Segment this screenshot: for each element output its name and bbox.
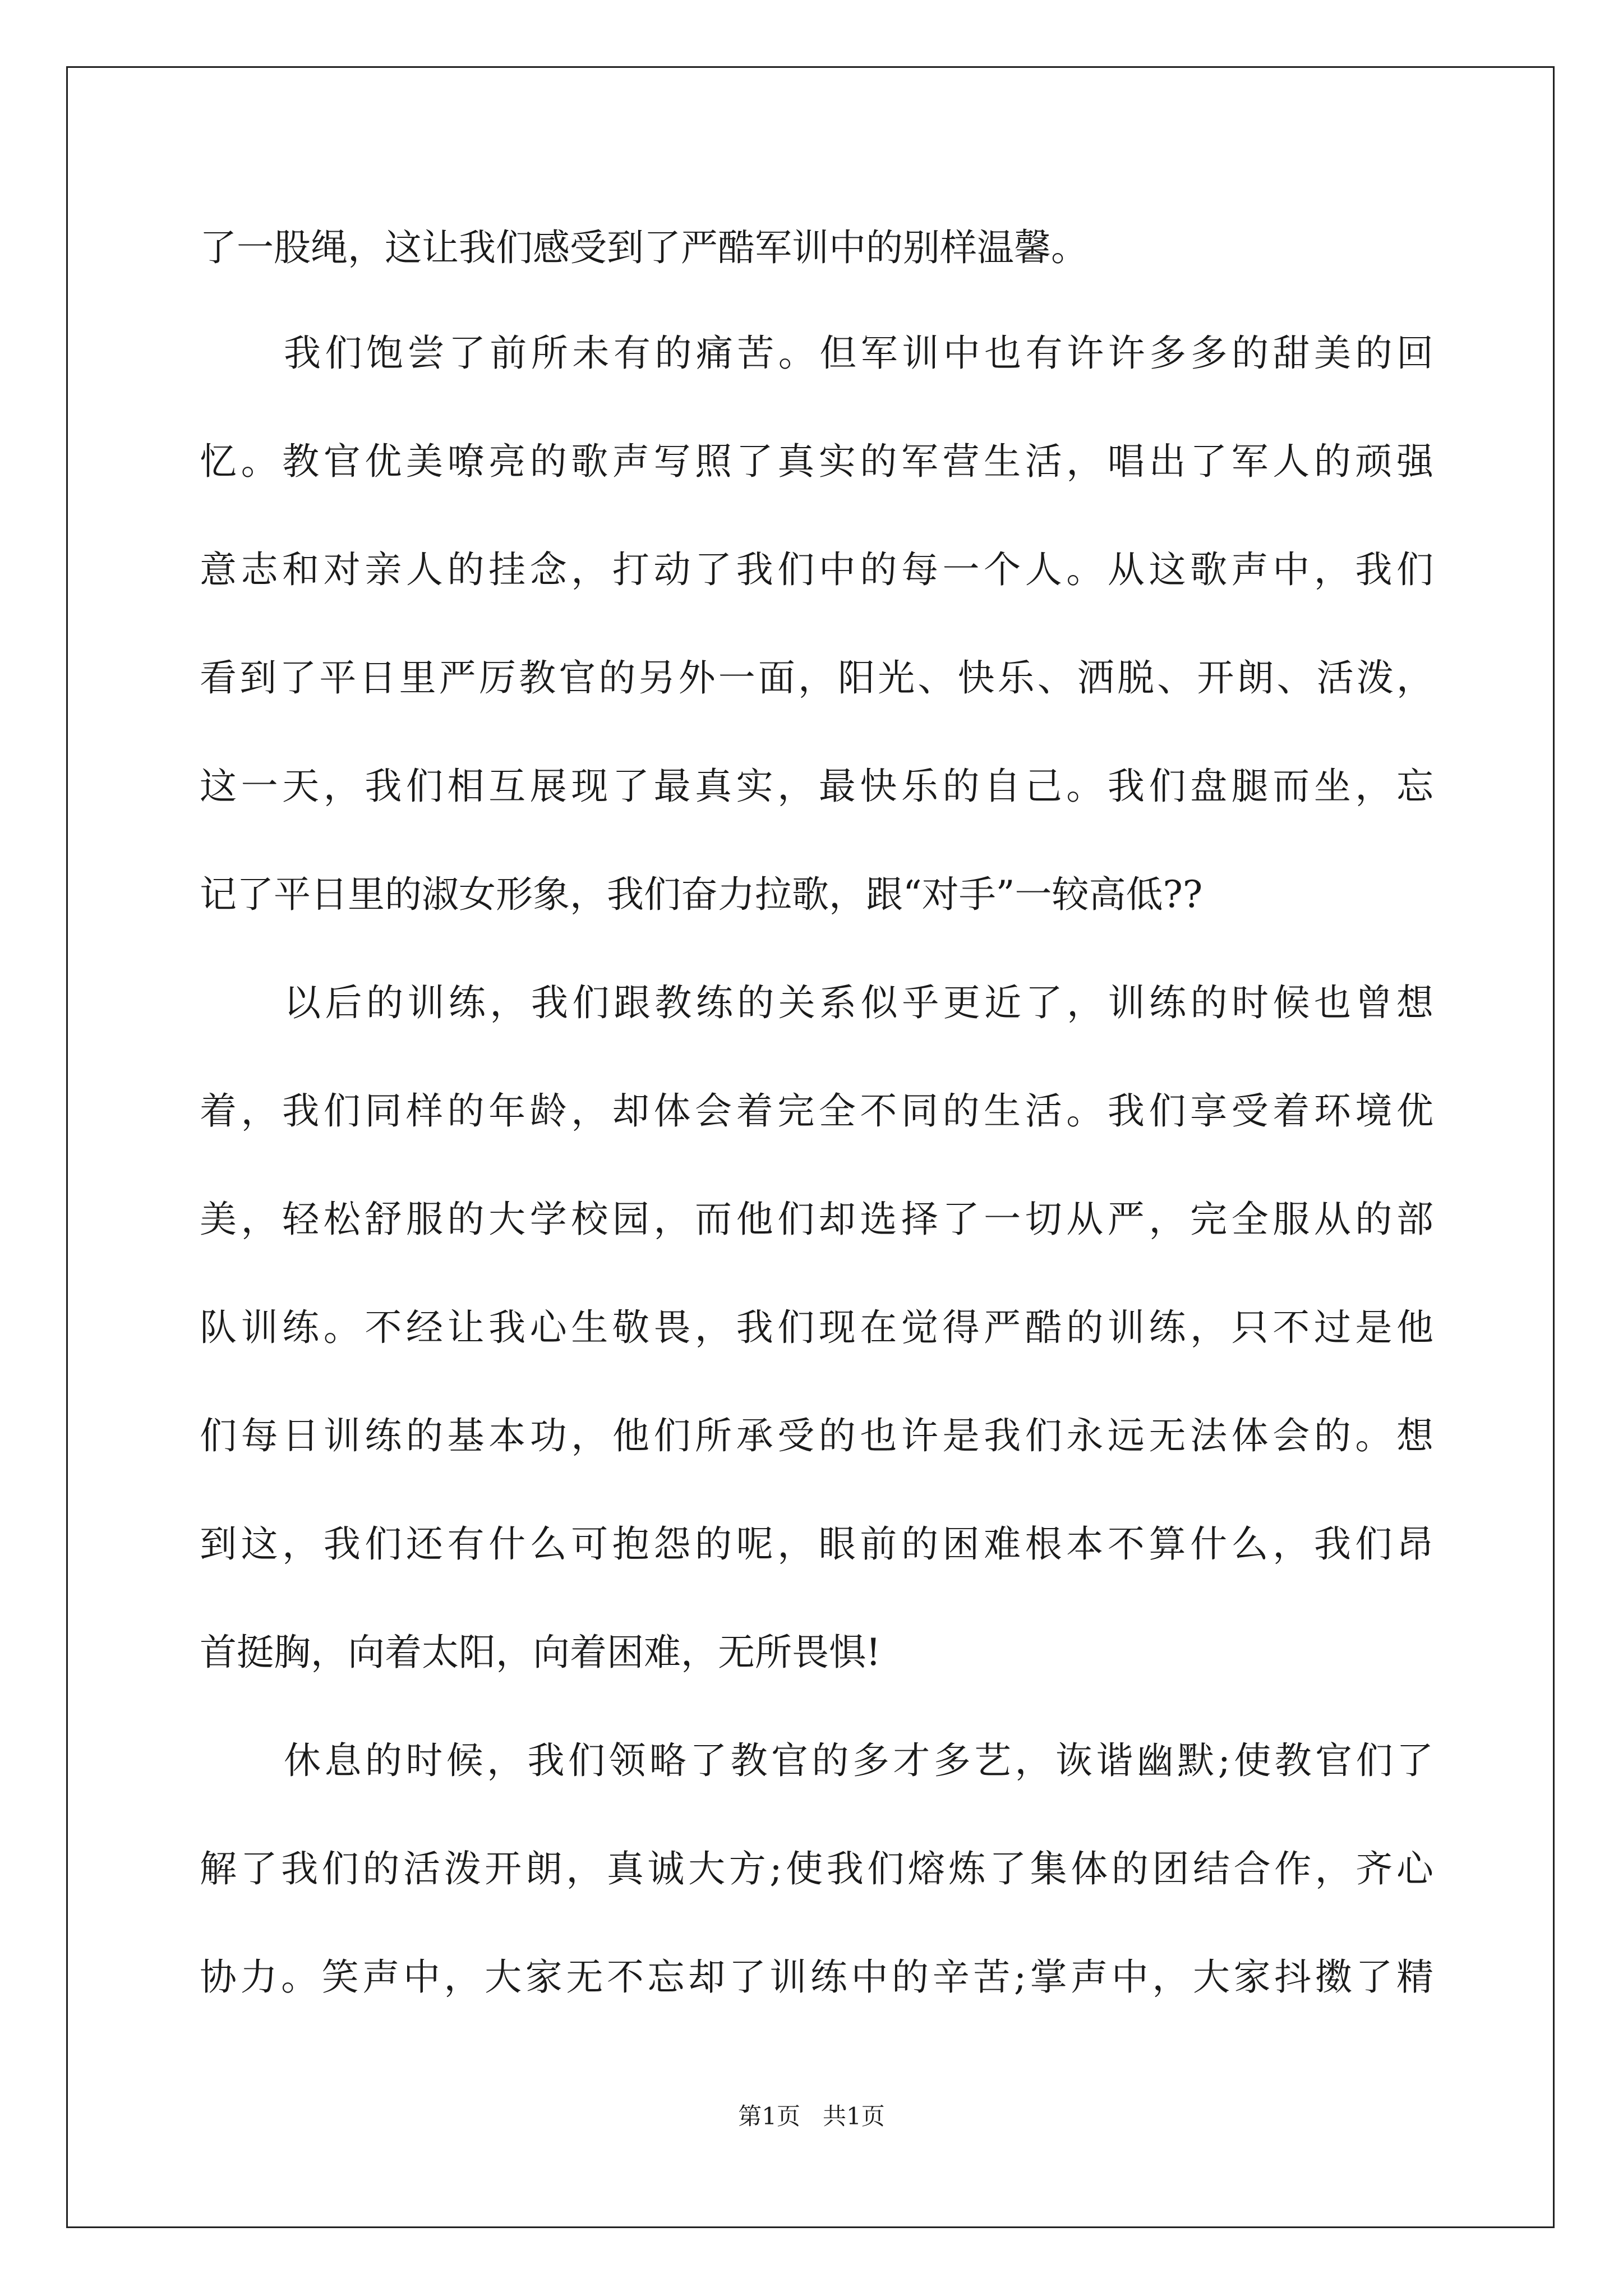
text-line: 忆。教官优美嘹亮的歌声写照了真实的军营生活，唱出了军人的顽强 (200, 440, 1433, 483)
text-line: 这一天，我们相互展现了最真实，最快乐的自己。我们盘腿而坐，忘 (200, 765, 1433, 808)
text-line: 我们饱尝了前所未有的痛苦。但军训中也有许许多多的甜美的回 (284, 332, 1433, 375)
page-frame (66, 66, 1555, 2228)
text-line: 们每日训练的基本功，他们所承受的也许是我们永远无法体会的。想 (200, 1414, 1433, 1457)
text-line: 队训练。不经让我心生敬畏，我们现在觉得严酷的训练，只不过是他 (200, 1306, 1433, 1349)
text-line: 休息的时候，我们领略了教官的多才多艺，诙谐幽默;使教官们了 (284, 1739, 1433, 1782)
text-line: 到这，我们还有什么可抱怨的呢，眼前的困难根本不算什么，我们昂 (200, 1522, 1433, 1566)
text-line: 解了我们的活泼开朗，真诚大方;使我们熔炼了集体的团结合作，齐心 (200, 1847, 1433, 1890)
text-line: 记了平日里的淑女形象，我们奋力拉歌，跟“对手”一较高低?? (200, 873, 1203, 916)
text-line: 着，我们同样的年龄，却体会着完全不同的生活。我们享受着环境优 (200, 1089, 1433, 1133)
text-line: 看到了平日里严厉教官的另外一面，阳光、快乐、洒脱、开朗、活泼， (200, 656, 1433, 700)
text-line: 美，轻松舒服的大学校园，而他们却选择了一切从严，完全服从的部 (200, 1198, 1433, 1241)
text-line: 意志和对亲人的挂念，打动了我们中的每一个人。从这歌声中，我们 (200, 548, 1433, 591)
page-footer: 第1页 共1页 (738, 2102, 885, 2130)
text-line: 首挺胸，向着太阳，向着困难，无所畏惧! (200, 1631, 881, 1674)
text-line: 了一股绳，这让我们感受到了严酷军训中的别样温馨。 (200, 226, 1088, 269)
text-line: 以后的训练，我们跟教练的关系似乎更近了，训练的时候也曾想 (284, 981, 1433, 1024)
text-line: 协力。笑声中，大家无不忘却了训练中的辛苦;掌声中，大家抖擞了精 (200, 1955, 1433, 1999)
